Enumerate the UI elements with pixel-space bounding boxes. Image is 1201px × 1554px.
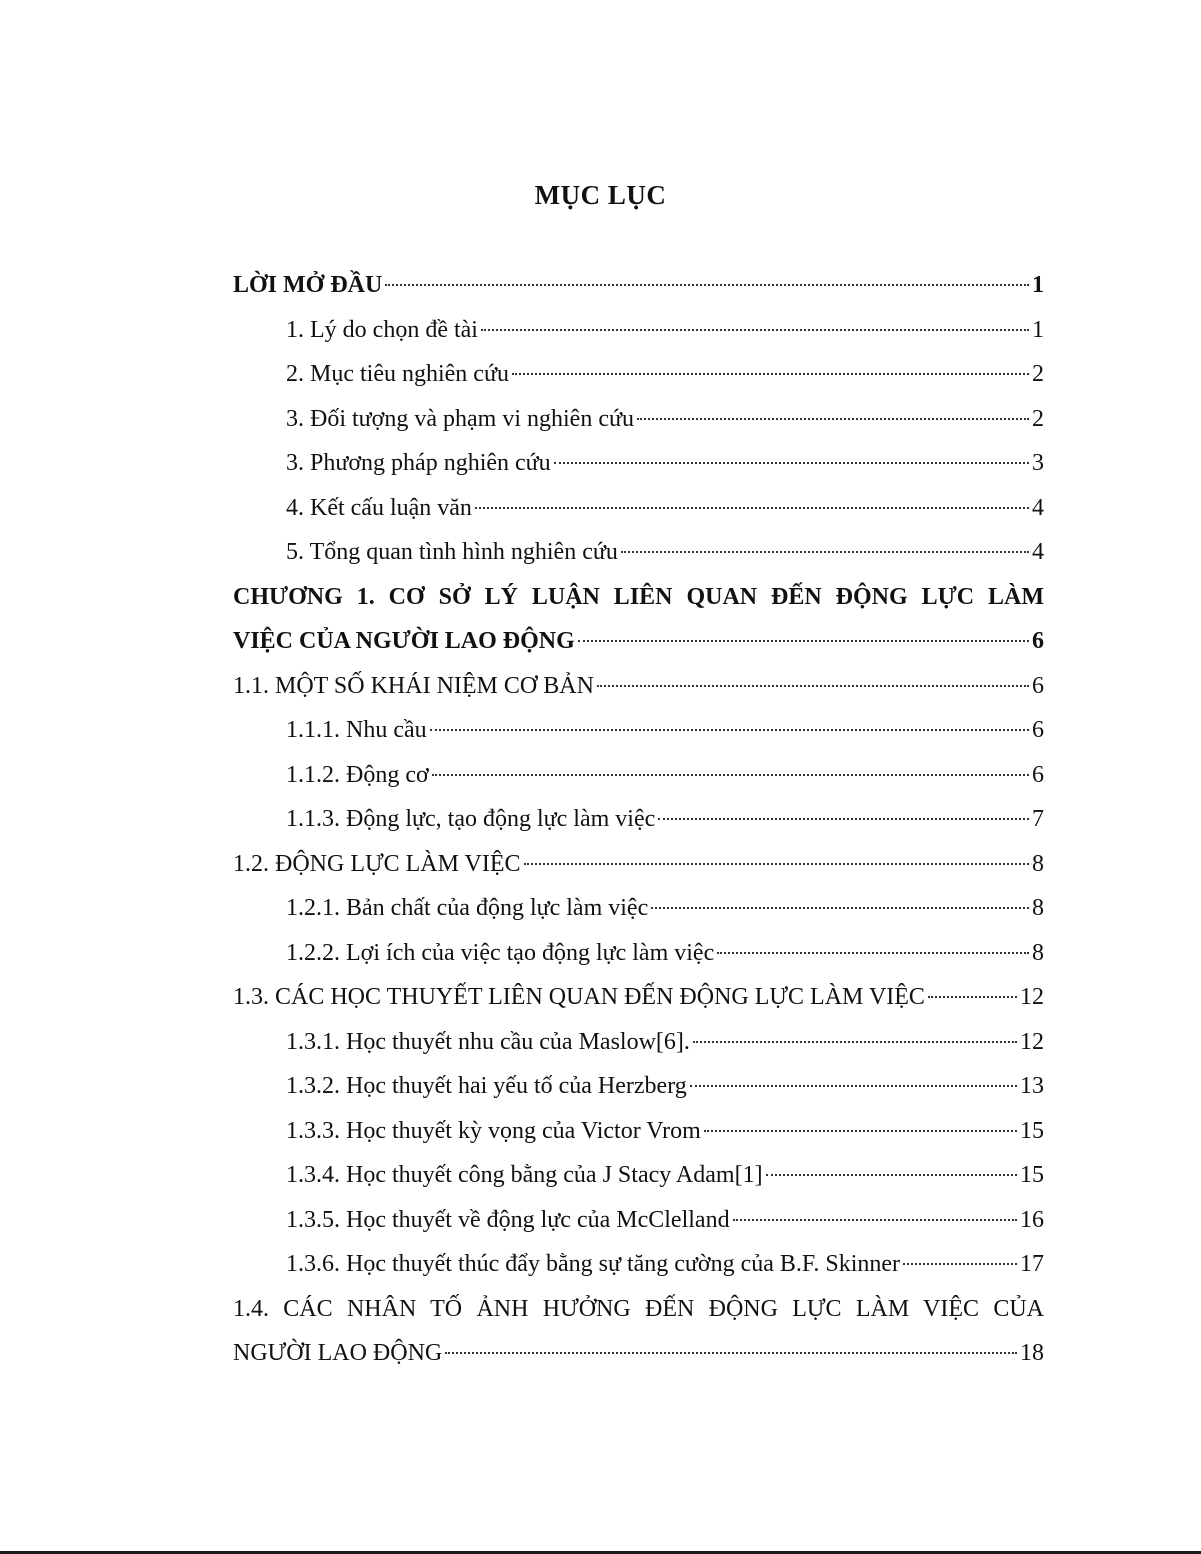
dot-leader	[597, 685, 1029, 687]
dot-leader	[554, 462, 1029, 464]
toc-section[interactable]	[233, 664, 1044, 709]
dot-leader	[578, 640, 1029, 642]
toc-subsection[interactable]	[233, 1020, 1044, 1065]
dot-leader	[637, 418, 1029, 420]
toc-page-number: 12	[1020, 984, 1044, 1010]
toc-page-number: 15	[1020, 1162, 1044, 1188]
dot-leader	[385, 284, 1029, 286]
toc-entry-label: 1.2.2. Lợi ích của việc tạo động lực làm việc	[286, 939, 715, 966]
dot-leader	[481, 329, 1029, 331]
toc-page-number: 6	[1032, 628, 1044, 654]
toc-page-number: 7	[1032, 806, 1044, 832]
toc-entry[interactable]	[233, 486, 1044, 531]
toc-page-number: 12	[1020, 1028, 1044, 1055]
toc-page-number: 8	[1032, 850, 1044, 877]
toc-entry-label: 1.1.1. Nhu cầu	[286, 717, 427, 743]
toc-page-number: 2	[1032, 361, 1044, 387]
toc-page-number: 4	[1032, 539, 1044, 565]
dot-leader	[928, 996, 1017, 998]
dot-leader	[445, 1352, 1017, 1354]
toc-entry-label: 1.3.4. Học thuyết công bằng của J Stacy Adam[1]	[286, 1162, 763, 1188]
toc-subsection[interactable]	[233, 1153, 1044, 1198]
toc-entry-label: 4. Kết cấu luận văn	[286, 494, 472, 521]
dot-leader	[430, 729, 1029, 731]
toc-page-number: 4	[1032, 494, 1044, 521]
toc-subsection[interactable]	[233, 931, 1044, 976]
toc-entry-label: 1.3.3. Học thuyết kỳ vọng của Victor Vrom	[286, 1117, 701, 1144]
toc-subsection[interactable]	[233, 1109, 1044, 1154]
toc-entry-label: 2. Mục tiêu nghiên cứu	[286, 361, 509, 387]
dot-leader	[690, 1085, 1017, 1087]
dot-leader	[475, 507, 1029, 509]
page-title: MỤC LỤC	[534, 180, 667, 210]
toc-page-number: 1	[1032, 272, 1044, 298]
toc-page-number: 6	[1032, 761, 1044, 788]
toc-section-line1[interactable]	[233, 1287, 1044, 1332]
dot-leader	[704, 1130, 1017, 1132]
toc-entry-label: 3. Đối tượng và phạm vi nghiên cứu	[286, 405, 634, 432]
toc-entry-label: 1.3.1. Học thuyết nhu cầu của Maslow[6].	[286, 1028, 690, 1055]
toc-page-number: 3	[1032, 450, 1044, 476]
toc-entry[interactable]	[233, 308, 1044, 353]
toc-entry-label: 1.3. CÁC HỌC THUYẾT LIÊN QUAN ĐẾN ĐỘNG LỰC LÀM VIỆC	[233, 984, 925, 1010]
toc-subsection[interactable]	[233, 886, 1044, 931]
toc-entry[interactable]	[233, 441, 1044, 486]
toc-section[interactable]	[233, 975, 1044, 1020]
toc-section[interactable]	[233, 842, 1044, 887]
toc-entry-label: 1.3.6. Học thuyết thúc đẩy bằng sự tăng cường của B.F. Skinner	[286, 1251, 901, 1277]
dot-leader	[903, 1263, 1017, 1265]
toc-entry-label: 1. Lý do chọn đề tài	[286, 316, 478, 343]
dot-leader	[733, 1219, 1017, 1221]
toc-subsection[interactable]	[233, 708, 1044, 753]
toc-subsection[interactable]	[233, 797, 1044, 842]
dot-leader	[524, 863, 1029, 865]
dot-leader	[512, 373, 1029, 375]
toc-page-number: 15	[1020, 1117, 1044, 1144]
toc-subsection[interactable]	[233, 1198, 1044, 1243]
toc-subsection[interactable]	[233, 753, 1044, 798]
toc-entry-label: CHƯƠNG 1. CƠ SỞ LÝ LUẬN LIÊN QUAN ĐẾN ĐỘNG LỰC LÀM	[233, 583, 1044, 610]
toc-section-line2[interactable]	[233, 1331, 1044, 1376]
toc-entry-preface[interactable]	[233, 263, 1044, 308]
toc-chapter-heading-line2[interactable]	[233, 619, 1044, 664]
toc-chapter-heading-line1[interactable]	[233, 575, 1044, 620]
toc-entry-label: 5. Tổng quan tình hình nghiên cứu	[286, 539, 618, 565]
toc-entry-label: NGƯỜI LAO ĐỘNG	[233, 1340, 443, 1366]
toc-entry-label: 1.1.2. Động cơ	[286, 761, 429, 788]
dot-leader	[658, 818, 1029, 820]
toc-page-number: 1	[1032, 316, 1044, 343]
toc-entry-label: 1.1. MỘT SỐ KHÁI NIỆM CƠ BẢN	[233, 672, 594, 699]
toc-page-number: 6	[1032, 672, 1044, 699]
toc-entry[interactable]	[233, 352, 1044, 397]
toc-page-number: 17	[1020, 1251, 1044, 1277]
toc-page-number: 16	[1020, 1206, 1044, 1233]
toc-entry[interactable]	[233, 530, 1044, 575]
toc-entry-label: 1.4. CÁC NHÂN TỐ ẢNH HƯỞNG ĐẾN ĐỘNG LỰC LÀM VIỆC CỦA	[233, 1295, 1044, 1322]
dot-leader	[766, 1174, 1017, 1176]
dot-leader	[651, 907, 1029, 909]
toc-subsection[interactable]	[233, 1064, 1044, 1109]
toc-page-number: 8	[1032, 895, 1044, 921]
toc-subsection[interactable]	[233, 1242, 1044, 1287]
table-of-contents	[233, 263, 1044, 1376]
toc-entry-label: 1.2.1. Bản chất của động lực làm việc	[286, 895, 649, 921]
dot-leader	[621, 551, 1029, 553]
toc-page-number: 8	[1032, 939, 1044, 966]
toc-entry-label: 1.3.5. Học thuyết về động lực của McClelland	[286, 1206, 730, 1233]
dot-leader	[717, 952, 1029, 954]
toc-entry-label: 1.1.3. Động lực, tạo động lực làm việc	[286, 806, 656, 832]
toc-entry-label: VIỆC CỦA NGƯỜI LAO ĐỘNG	[233, 628, 575, 654]
toc-entry-label: 1.3.2. Học thuyết hai yếu tố của Herzberg	[286, 1073, 687, 1099]
dot-leader	[693, 1041, 1017, 1043]
dot-leader	[432, 774, 1029, 776]
toc-page-number: 6	[1032, 717, 1044, 743]
toc-entry[interactable]	[233, 397, 1044, 442]
toc-page-number: 2	[1032, 405, 1044, 432]
toc-page-number: 18	[1020, 1340, 1044, 1366]
toc-entry-label: 3. Phương pháp nghiên cứu	[286, 450, 551, 476]
toc-entry-label: LỜI MỞ ĐẦU	[233, 272, 383, 298]
toc-entry-label: 1.2. ĐỘNG LỰC LÀM VIỆC	[233, 850, 521, 877]
toc-page-number: 13	[1020, 1073, 1044, 1099]
